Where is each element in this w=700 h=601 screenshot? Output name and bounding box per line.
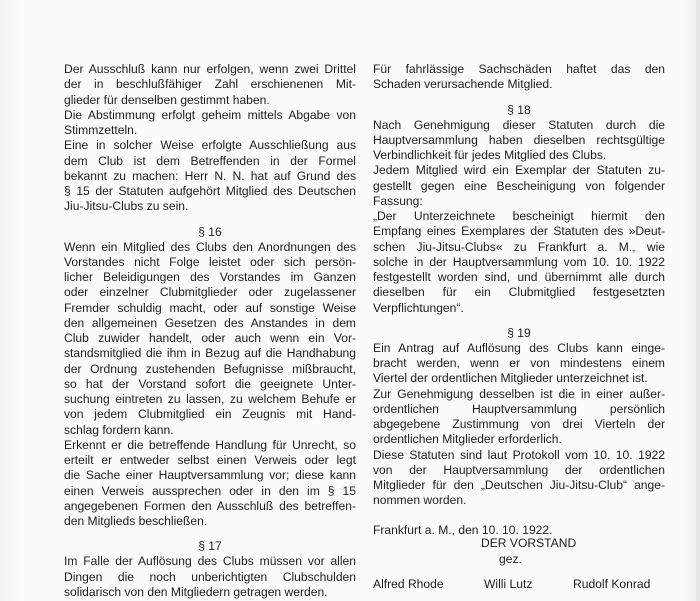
text-line: Mitglieder für den „Deutschen Jiu-Jitsu-Club“ ange- bbox=[373, 478, 665, 492]
board-title: DER VORSTAND bbox=[481, 536, 577, 550]
text-line: oder einzelner Clubmitglieder oder zugelassener bbox=[64, 285, 356, 300]
text-line: Erkennt er die betreffende Handlung für Unrecht, so bbox=[64, 437, 356, 452]
text-line: gestellt gegen eine Bescheinigung von folgender bbox=[373, 178, 665, 193]
text-line: solidarisch von den Mitgliedern getragen werden. bbox=[64, 584, 328, 599]
text-line: bracht werden, wenn er von mindestens einem bbox=[373, 356, 665, 370]
text-line: Dingen die noch unberichtigten Clubschulden bbox=[64, 569, 356, 584]
text-line: Fremder schuldig macht, oder auf sonstige Weise bbox=[64, 300, 356, 315]
text-line: so hat der Vorstand sofort die geeignete Unter- bbox=[64, 376, 356, 391]
text-line: Ein Antrag auf Auflösung des Clubs kann einge- bbox=[373, 340, 665, 355]
text-line: Empfang eines Exemplares der Statuten des »Deut- bbox=[373, 224, 665, 239]
text-line: festgestellt worden sind, und übernimmt alle durch bbox=[373, 270, 665, 284]
text-line: Die Abstimmung erfolgt geheim mittels Abgabe von bbox=[64, 107, 356, 122]
text-line: nommen worden. bbox=[373, 493, 467, 508]
text-line: von der Hauptversammlung der ordentlichen bbox=[373, 462, 665, 477]
text-line: den allgemeinen Gesetzen des Anstandes in dem bbox=[64, 315, 356, 330]
left-column bbox=[64, 62, 356, 600]
text-line: Für fahrlässige Sachschäden haftet das den bbox=[373, 62, 665, 76]
section-heading: § 16 bbox=[198, 224, 222, 239]
page-edge-shadow bbox=[696, 0, 700, 601]
text-line: Verpflichtungen“. bbox=[373, 300, 464, 315]
text-line: Viertel der ordentlichen Mitglieder unterzeichnet ist. bbox=[373, 371, 648, 386]
place-date: Frankfurt a. M., den 10. 10. 1922. bbox=[373, 522, 553, 537]
signatory-name: Rudolf Konrad bbox=[573, 577, 651, 591]
section-heading: § 19 bbox=[507, 325, 531, 340]
text-line: Verbindlichkeit für jedes Mitglied des Clubs. bbox=[373, 148, 607, 162]
text-line: § 15 der Statuten aufgehört Mitglied des Deutschen bbox=[64, 184, 356, 198]
paragraph bbox=[373, 341, 665, 509]
text-line: dieselben für ein Clubmitglied festgesetzten bbox=[373, 285, 665, 300]
text-line: Im Falle der Auflösung des Clubs müssen vor allen bbox=[64, 554, 356, 569]
text-line: angegebenen Formen den Ausschluß des betreffen- bbox=[64, 498, 356, 513]
text-line: bekannt zu machen: Herr N. N. hat auf Grund des bbox=[64, 168, 356, 183]
signatory-name: Alfred Rhode bbox=[373, 577, 444, 591]
text-line: einen Verweis aussprechen oder in den im § 15 bbox=[64, 483, 356, 498]
text-line: Eine in solcher Weise erfolgte Ausschließung aus bbox=[64, 138, 356, 153]
text-line: Fassung: bbox=[373, 193, 423, 208]
text-line: „Der Unterzeichnete bescheinigt hiermit den bbox=[373, 209, 665, 223]
section-heading: § 17 bbox=[198, 539, 222, 554]
text-line: abgegebene Zustimmung von drei Vierteln der bbox=[373, 417, 665, 431]
paragraph bbox=[373, 62, 665, 93]
section-heading: § 18 bbox=[507, 102, 531, 117]
text-line: Jedem Mitglied wird ein Exemplar der Statuten zu- bbox=[373, 163, 665, 178]
text-line: solche in der Hauptversammlung vom 10. 10. 1922 bbox=[373, 254, 665, 269]
text-line: schlag fordern kann. bbox=[64, 422, 174, 437]
text-line: ordentlichen Mitglieder erforderlich. bbox=[373, 432, 562, 447]
text-line: Wenn ein Mitglied des Clubs den Anordnungen des bbox=[64, 239, 356, 254]
text-line: den Mitglieds beschließen. bbox=[64, 514, 208, 528]
paragraph bbox=[64, 554, 356, 600]
gez-label: gez. bbox=[499, 552, 522, 566]
text-line: erteilt er entweder selbst einen Verweis oder legt bbox=[64, 453, 356, 467]
text-line: Schaden verursachende Mitglied. bbox=[373, 77, 553, 92]
paragraph bbox=[64, 240, 356, 530]
text-line: die Sache einer Hauptversammlung vor; diese kann bbox=[64, 468, 356, 483]
text-line: Nach Genehmigung dieser Statuten durch die bbox=[373, 117, 665, 132]
text-line: ordentlichen Hauptversammlung persönlich bbox=[373, 401, 665, 416]
signatory-name: Willi Lutz bbox=[484, 577, 533, 591]
text-line: Jiu-Jitsu-Clubs zu sein. bbox=[64, 199, 189, 214]
text-line: Diese Statuten sind laut Protokoll vom 10. 10. 1922 bbox=[373, 447, 665, 462]
text-line: von jedem Clubmitglied ein Zeugnis mit Hand- bbox=[64, 407, 356, 422]
text-line: der in beschlußfähiger Zahl erschienenen Mit- bbox=[64, 77, 356, 92]
text-line: Hauptversammlung haben dieselben rechtsgültige bbox=[373, 132, 665, 147]
paragraph bbox=[373, 118, 665, 316]
text-line: glieder für denselben gestimmt haben. bbox=[64, 92, 270, 107]
text-line: Vorstandes nicht Folge leistet oder sich persön- bbox=[64, 254, 356, 269]
text-line: schen Jiu-Jitsu-Clubs« zu Frankfurt a. M., wie bbox=[373, 239, 665, 254]
text-line: suchung eintreten zu lassen, zu welchem Behufe er bbox=[64, 392, 356, 406]
text-line: der Ordnung zustehenden Befugnisse mißbraucht, bbox=[64, 361, 356, 376]
text-line: standsmitglied die ihm in Bezug auf die Handhabung bbox=[64, 346, 356, 361]
text-line: Der Ausschluß kann nur erfolgen, wenn zwei Drittel bbox=[64, 62, 356, 76]
text-line: dem Club ist dem Betreffenden in der Formel bbox=[64, 153, 356, 168]
text-line: Club zuwider handelt, oder auch wenn ein Vor- bbox=[64, 331, 356, 345]
text-line: Zur Genehmigung desselben ist die in einer außer- bbox=[373, 386, 665, 401]
text-line: licher Beleidigungen des Vorstandes im Ganzen bbox=[64, 270, 356, 284]
right-column bbox=[373, 62, 665, 538]
text-line: Stimmzetteln. bbox=[64, 123, 138, 137]
paragraph bbox=[64, 62, 356, 215]
